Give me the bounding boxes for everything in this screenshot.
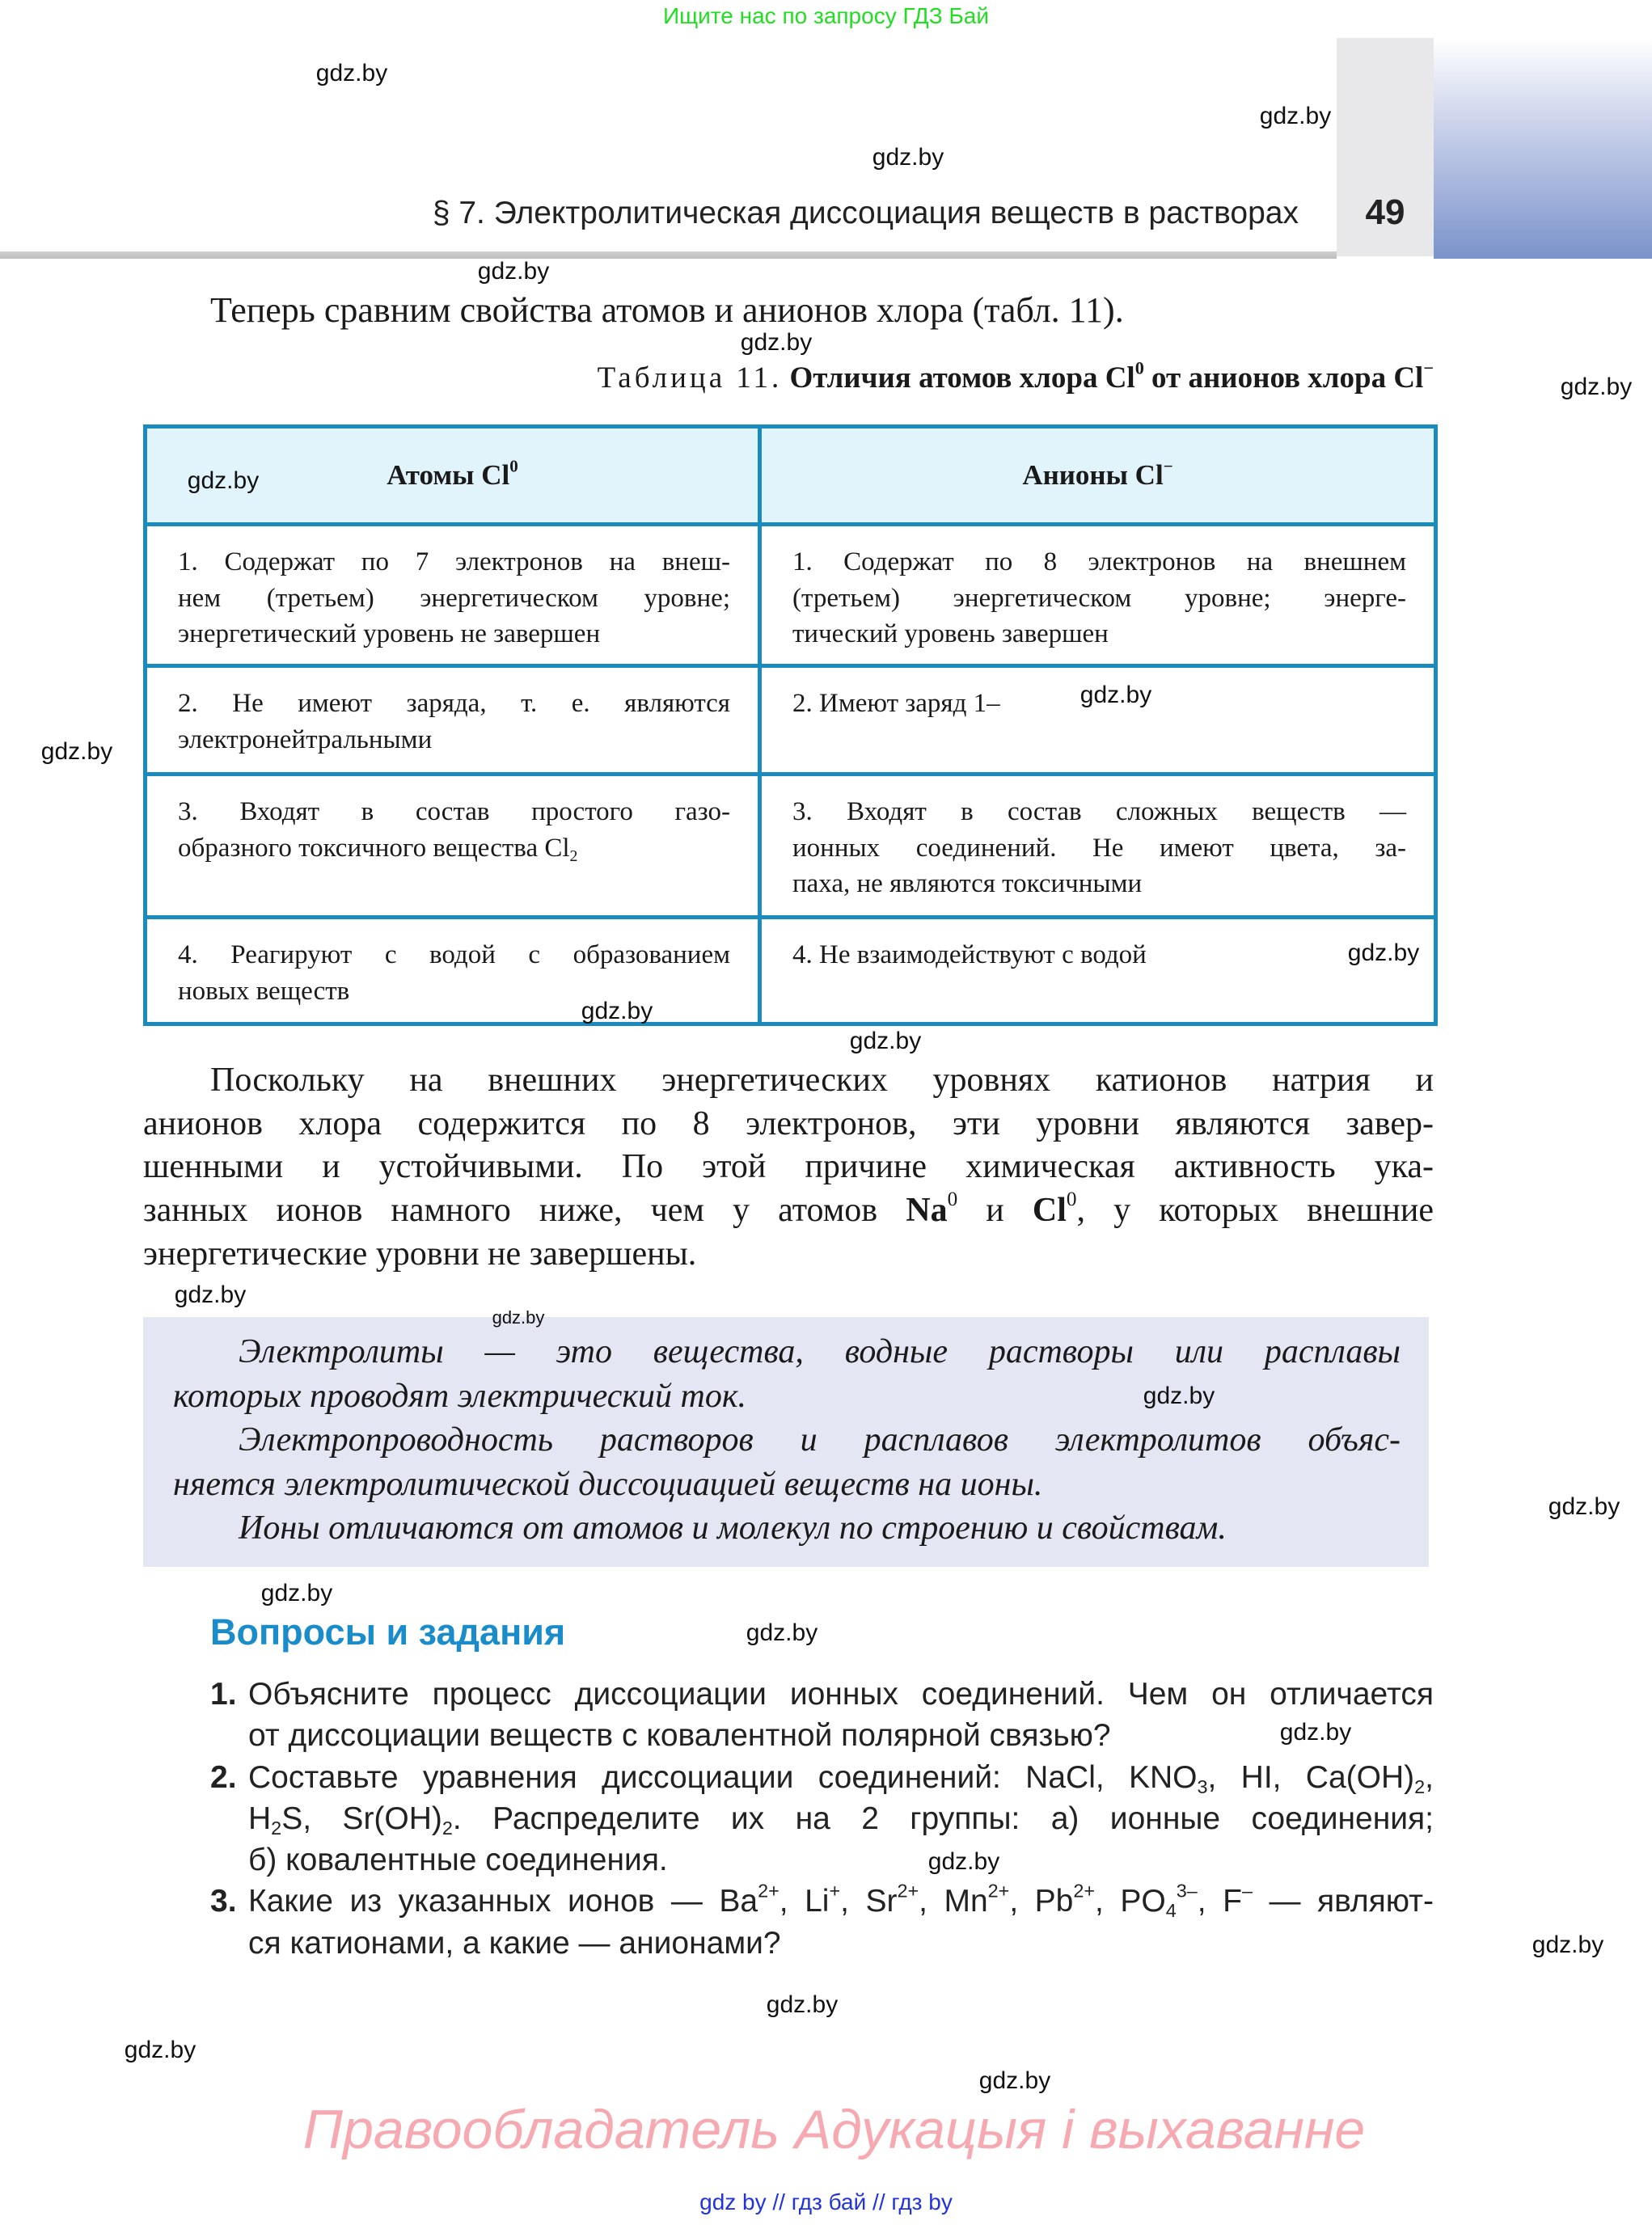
cell-atoms [146,666,760,775]
subscript: 4 [1165,1900,1177,1922]
text-run: Ионы отличаются от атомов и молекул по строению и свойствам. [239,1509,1227,1547]
header-rule [0,251,1337,259]
top-ad-banner[interactable]: Ищите нас по запросу ГДЗ Бай [662,3,990,28]
text-run: шенными и устойчивыми. По этой причине химическая активность ука- [143,1148,1434,1186]
watermark: gdz.by [581,998,653,1024]
table-row [146,918,1436,1024]
text-run: 2. Не имеют заряда, т. е. являются [178,689,730,718]
watermark: gdz.by [1532,1932,1604,1958]
text-line [178,616,600,652]
running-header: § 7. Электролитическая диссоциация веществ в растворах [432,196,1299,230]
text-run: новых веществ [178,976,350,1006]
text-run: , Sr [840,1884,898,1919]
text-run: H [248,1801,272,1836]
text-run: . Распределите их на 2 группы: а) ионные соединения; [452,1801,1434,1836]
table-row [146,775,1436,918]
text-line [792,830,1406,867]
watermark: gdz.by [978,2067,1051,2094]
text-run: (третьем) энергетическом уровне; энерге- [792,583,1406,613]
text-line [143,1103,1434,1146]
text-line [178,686,730,722]
text-line [178,722,432,758]
text-line [248,1757,1434,1798]
text-line [792,794,1406,830]
watermark: gdz.by [872,144,944,171]
watermark: gdz.by [124,2037,196,2063]
text-line [178,581,730,617]
cell-anions [760,525,1436,666]
text-line [248,1798,1434,1839]
superscript: 2+ [1073,1880,1096,1902]
text-run: от анионов хлора Cl [1143,361,1424,395]
watermark: gdz.by [492,1307,545,1328]
text-line [178,830,577,867]
intro-sentence: Теперь сравним свойства атомов и анионов хлора (табл. 11). [210,290,1124,330]
text-run: Na [906,1192,948,1230]
text-line [178,973,349,1010]
text-run: — являют- [1252,1884,1434,1919]
superscript: + [829,1880,841,1902]
watermark: gdz.by [1143,1383,1215,1409]
text-run: б) ковалентные соединения. [248,1843,668,1878]
text-run: 3. Входят в состав простого газо- [178,797,730,826]
text-run: , Mn [919,1884,988,1919]
text-run: энергетические уровни не завершены. [143,1235,697,1273]
text-run: S, Sr(OH) [281,1801,442,1836]
text-run: энергетический уровень не завершен [178,619,601,648]
watermark: gdz.by [315,60,388,87]
text-line [173,1506,1227,1551]
text-run: 4. Реагируют с водой с образованием [178,940,730,969]
watermark: gdz.by [1259,103,1332,129]
table-caption-text [789,357,1434,395]
table-row [146,525,1436,666]
superscript: 3– [1176,1880,1198,1902]
text-run: паха, не являются токсичными [792,869,1143,898]
cell-anions [760,775,1436,918]
text-line [792,866,1142,902]
question-number: 2. [210,1759,237,1795]
text-run: няется электролитической диссоциацией веществ на ионы. [173,1465,1043,1503]
question-item [210,1757,1434,1881]
text-line [248,1839,668,1881]
text-line [792,544,1406,581]
table-row [146,666,1436,775]
watermark: gdz.by [40,738,113,765]
text-run: , PO [1095,1884,1166,1919]
text-line [173,1463,1042,1507]
page-number: 49 [1365,192,1405,232]
text-line [178,937,730,973]
question-item [210,1674,1434,1757]
text-line [248,1674,1434,1715]
text-run: Поскольку на внешних энергетических уровнях катионов натрия и [210,1062,1434,1099]
watermark: gdz.by [927,1848,1000,1875]
watermark: gdz.by [849,1028,922,1054]
bottom-links[interactable]: gdz by // гдз бай // гдз by [699,2189,953,2214]
comparison-table [143,424,1438,1026]
text-line [143,1059,1434,1103]
watermark: gdz.by [187,467,260,494]
text-run: Электропроводность растворов и расплавов электролитов объяс- [239,1421,1401,1459]
text-line [792,581,1406,617]
text-line [248,1923,781,1964]
table-caption [597,357,1434,395]
superscript: – [1241,1880,1253,1902]
superscript: − [1163,456,1173,475]
text-run: образного токсичного вещества Cl [178,833,570,863]
watermark: gdz.by [1560,374,1633,400]
text-run: анионов хлора содержится по 8 электронов, эти уровни являются завер- [143,1104,1434,1142]
superscript: 2+ [897,1880,919,1902]
text-run: Отличия атомов хлора Cl [789,361,1135,395]
watermark: gdz.by [1347,939,1420,966]
text-run: от диссоциации веществ с ковалентной полярной связью? [248,1718,1111,1754]
text-run: Анионы Cl [1022,458,1164,491]
text-run: , HI, Ca(OH) [1207,1759,1415,1795]
text-line [143,1233,696,1277]
text-run: тический уровень завершен [792,619,1109,648]
question-item [210,1881,1434,1964]
text-line [173,1418,1401,1463]
superscript: 2+ [987,1880,1010,1902]
watermark: gdz.by [1080,682,1152,708]
text-run: занных ионов намного ниже, чем у атомов [143,1192,906,1230]
table-caption-label: Таблица 11. [597,361,783,395]
question-text [248,1674,1434,1757]
watermark: gdz.by [740,329,813,356]
superscript: 0 [1066,1188,1077,1211]
cell-anions [760,918,1436,1024]
text-run: , у которых внешние [1076,1192,1434,1230]
subscript: 2 [569,847,578,865]
watermark: gdz.by [746,1619,818,1646]
text-line [792,937,1147,973]
text-line [173,1330,1401,1374]
text-run: 1. Содержат по 7 электронов на внеш- [178,547,730,576]
watermark: gdz.by [1548,1493,1620,1520]
text-line [248,1881,1434,1922]
text-run: 1. Содержат по 8 электронов на внешнем [792,547,1406,576]
questions-list [210,1674,1434,1964]
definition-text [173,1330,1401,1551]
text-line [792,616,1109,652]
text-run: 4. Не взаимодействуют с водой [792,940,1147,969]
corner-decoration [1434,38,1652,259]
superscript: 0 [947,1188,958,1211]
text-run: Электролиты — это вещества, водные растворы или расплавы [239,1333,1401,1370]
subscript: 3 [1197,1775,1208,1797]
watermark: gdz.by [260,1580,333,1606]
body-paragraph [143,1059,1434,1277]
superscript: − [1423,357,1434,378]
watermark: gdz.by [1279,1719,1352,1746]
table-header-row [146,427,1436,525]
watermark: gdz.by [174,1281,247,1308]
text-run: , F [1197,1884,1242,1919]
text-run: Cl [1032,1192,1067,1230]
text-run: и [957,1192,1033,1230]
text-line [792,686,1000,722]
questions-heading: Вопросы и задания [210,1611,566,1653]
question-text [248,1757,1434,1881]
text-run: нем (третьем) энергетическом уровне; [178,583,730,613]
text-line [143,1146,1434,1189]
superscript: 0 [1134,357,1144,378]
question-text [248,1881,1434,1964]
text-run: которых проводят электрический ток. [173,1377,746,1415]
text-run: Атомы Cl [387,458,510,491]
text-run: Составьте уравнения диссоциации соединений: NaCl, KNO [248,1759,1198,1795]
text-run: , [1425,1759,1434,1795]
cell-atoms [146,775,760,918]
question-number: 3. [210,1884,237,1919]
text-run: электронейтральными [178,724,433,754]
watermark: gdz.by [477,258,550,285]
header-anions [760,427,1436,525]
superscript: 2+ [758,1880,780,1902]
cell-atoms [146,918,760,1024]
text-line [178,794,730,830]
question-number: 1. [210,1677,237,1712]
text-run: Объясните процесс диссоциации ионных соединений. Чем он отличается [248,1677,1434,1712]
superscript: 0 [509,456,518,475]
text-run: 3. Входят в состав сложных веществ — [792,797,1406,826]
text-line [178,544,730,581]
text-line [173,1374,746,1419]
watermark: gdz.by [766,1991,839,2018]
text-run: 2. Имеют заряд 1– [792,689,1000,718]
cell-atoms [146,525,760,666]
text-line [143,1189,1434,1233]
subscript: 2 [271,1817,282,1839]
text-run: ся катионами, а какие — анионами? [248,1925,781,1961]
subscript: 2 [1414,1775,1426,1797]
text-run: ионных соединений. Не имеют цвета, за- [792,833,1406,863]
text-run: Какие из указанных ионов — Ba [248,1884,758,1919]
text-run: , Li [779,1884,830,1919]
text-line [248,1715,1111,1756]
subscript: 2 [442,1817,453,1839]
copyright-watermark: Правообладатель Адукацыя і выхаванне [302,2099,1366,2160]
text-run: , Pb [1009,1884,1074,1919]
